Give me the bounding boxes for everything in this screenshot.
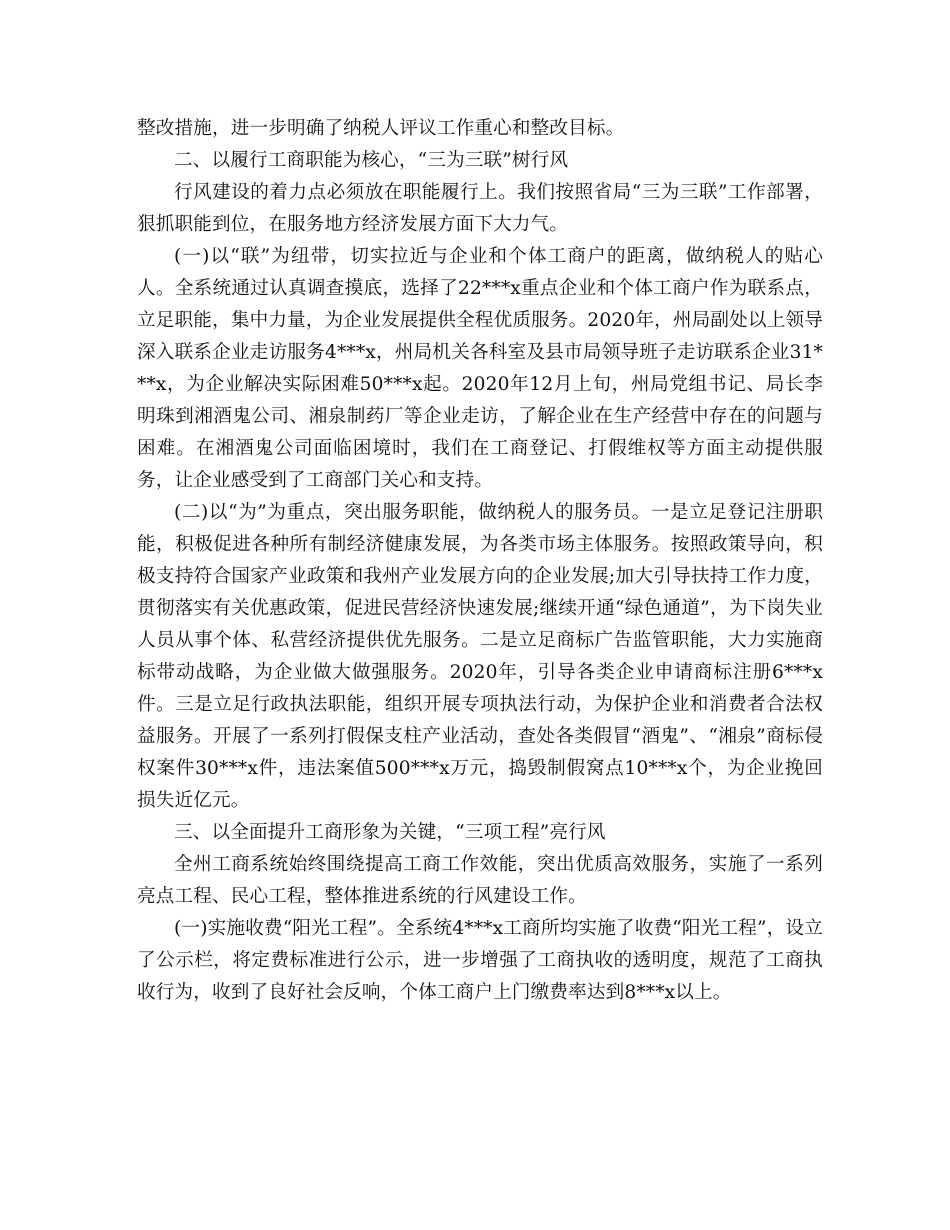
paragraph: (二)以“为”为重点，突出服务职能，做纳税人的服务员。一是立足登记注册职能，积极促进各种所有制经济健康发展，为各类市场主体服务。按照政策导向，积极支持符合国家产业政策和我州产业发展方向的企业发展;加大引导扶持工作力度，贯彻落实有关优惠政策，促进民营经济快速发展;继续开通“绿色通道”，为下岗失业人员从事个体、私营经济提供优先服务。二是立足商标广告监管职能，大力实施商标带动战略，为企业做大做强服务。2020年，引导各类企业申请商标注册6***x件。三是立足行政执法职能，组织开展专项执法行动，为保护企业和消费者合法权益服务。开展了一系列打假保支柱产业活动，查处各类假冒“酒鬼”、“湘泉”商标侵权案件30***x件，违法案值500***x万元，捣毁制假窝点10***x个，为企业挽回损失近亿元。 <box>137 502 823 811</box>
document-body <box>137 113 823 1009</box>
section-heading-three: 三、以全面提升工商形象为关键，“三项工程”亮行风 <box>174 822 606 843</box>
paragraph-continuation: 整改措施，进一步明确了纳税人评议工作重心和整改目标。 <box>137 118 625 139</box>
paragraph: 全州工商系统始终围绕提高工商工作效能，突出优质高效服务，实施了一系列亮点工程、民心工程，整体推进系统的行风建设工作。 <box>137 854 823 907</box>
paragraph: (一)以“联”为纽带，切实拉近与企业和个体工商户的距离，做纳税人的贴心人。全系统通过认真调查摸底，选择了22***x重点企业和个体工商户作为联系点，立足职能，集中力量，为企业发展提供全程优质服务。2020年，州局副处以上领导深入联系企业走访服务4***x，州局机关各科室及县市局领导班子走访联系企业31***x，为企业解决实际困难50***x起。2020年12月上旬，州局党组书记、局长李明珠到湘酒鬼公司、湘泉制药厂等企业走访，了解企业在生产经营中存在的问题与困难。在湘酒鬼公司面临困境时，我们在工商登记、打假维权等方面主动提供服务，让企业感受到了工商部门关心和支持。 <box>137 246 823 491</box>
section-heading-two: 二、以履行工商职能为核心，“三为三联”树行风 <box>174 150 569 171</box>
paragraph: (一)实施收费“阳光工程”。全系统4***x工商所均实施了收费“阳光工程”，设立了公示栏，将定费标准进行公示，进一步增强了工商执收的透明度，规范了工商执收行为，收到了良好社会反响，个体工商户上门缴费率达到8***x以上。 <box>137 918 823 1003</box>
paragraph: 行风建设的着力点必须放在职能履行上。我们按照省局“三为三联”工作部署，狠抓职能到位，在服务地方经济发展方面下大力气。 <box>137 182 823 235</box>
